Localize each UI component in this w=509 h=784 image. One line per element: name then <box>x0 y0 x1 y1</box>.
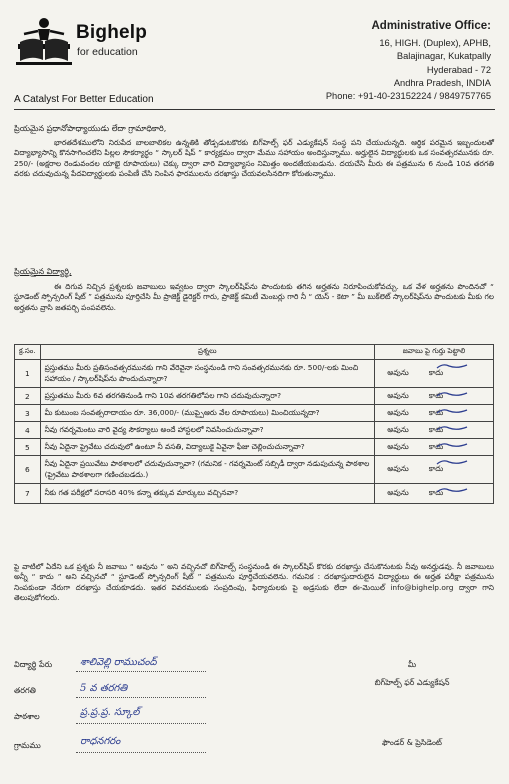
field-label-village: గ్రామము <box>14 741 41 750</box>
signature-line-2: బిగ్‌హెల్ప్ ఫర్ ఎడ్యుకేషన్ <box>374 678 450 687</box>
handwritten-tick-mark <box>435 441 469 453</box>
row-number: 1 <box>15 360 41 388</box>
salutation-headmaster: ప్రియమైన ప్రధానోపాధ్యాయుడు లేదా గ్రామాధికారి, <box>14 124 167 133</box>
table-row <box>15 405 494 422</box>
signature-line-1: మీ <box>407 660 417 669</box>
eligibility-table <box>14 344 494 504</box>
handwritten-tick-mark <box>435 458 469 470</box>
salutation-student: ప్రియమైన విద్యార్థి, <box>14 267 72 276</box>
answer-yes[interactable]: అవును <box>387 441 409 451</box>
handwritten-tick-mark <box>435 486 469 498</box>
col-header-questions: ప్రశ్నలు <box>40 345 374 360</box>
tagline: A Catalyst For Better Education <box>14 94 154 105</box>
office-line: Hyderabad - 72 <box>426 64 491 75</box>
fill-line <box>76 752 206 753</box>
row-number: 3 <box>15 405 41 422</box>
row-answer <box>375 360 494 388</box>
handwritten-tick-mark <box>435 390 469 402</box>
handwritten-tick-mark <box>435 424 469 436</box>
handwritten-tick-mark <box>435 407 469 419</box>
brand-subtitle: for education <box>77 46 138 58</box>
handwritten-tick-mark <box>435 362 469 374</box>
answer-no[interactable]: కాదు <box>428 464 444 473</box>
brand-name: Bighelp <box>76 22 148 43</box>
field-label-class: తరగతి <box>14 686 36 695</box>
row-number: 7 <box>15 484 41 504</box>
row-number: 5 <box>15 439 41 456</box>
row-number: 2 <box>15 388 41 405</box>
answer-no[interactable]: కాదు <box>428 390 444 400</box>
row-question: నీకు గత పరీక్షలో సరాసరి 40% కన్నా తక్కువ మార్కులు వచ్చినవా? <box>40 484 374 504</box>
table-row <box>15 484 494 504</box>
row-answer <box>375 388 494 405</box>
answer-yes[interactable]: అవును <box>387 488 409 497</box>
row-answer <box>375 422 494 439</box>
table-row <box>15 422 494 439</box>
answer-yes[interactable]: అవును <box>387 407 409 417</box>
col-header-answer: జవాబు పై గుర్తు పెట్టాలి <box>375 345 494 360</box>
row-question: ప్రస్తుతము మీరు ప్రతిసంవత్సరమునకు గాని వేరెవైనా సంస్థనుండి గాని సంవత్సరమునకు రూ. 500/-లకు మించి సహాయం / స్కాలర్‌షిప్‌ను పొందుచున్నారా? <box>40 360 374 388</box>
fill-line <box>76 723 206 724</box>
answer-yes[interactable]: అవును <box>387 424 409 434</box>
office-phone: Phone: +91-40-23152224 / 9849757765 <box>325 91 491 102</box>
answer-yes[interactable]: అవును <box>387 368 409 377</box>
row-number: 4 <box>15 422 41 439</box>
intro-paragraph: భారతదేశములోని నిరుపేద బాలబాలికల ఉన్నతికి తోడ్పడుటకొరకు బిగ్‌హెల్ప్ ఫర్ ఎడ్యుకేషన్ సంస్థ పని చేయుచున్నది. ఆర్థిక పరమైన ఇబ్బందులతో విద్యాభ్యాసాన్ని కొనసాగించలేని పిల్లల సౌకర్యార్థం “ స్కాలర్ షిప్ ” కార్యక్రమం ద్వారా మేము సహాయం అందిస్తున్నాము. అర్హులైన విద్యార్థులకు ఒక సంవత్సరమునకు రూ. 250/- (అక్షరాల రెండువందల యాభై రూపాయలు) చెక్కు ద్వారా వారి విద్యాభ్యాసం నిమిత్తం అందజేయబడును. దయచేసి మీరు ఈ పత్రమును 6 నుండి 10వ తరగతి వరకు చదువుచున్న పేదవిద్యార్థులకు పంపిణీ చేసి నింపిన ఫారములను దరఖాస్తు చేయవలసినదిగా కోరుతున్నాము. <box>14 138 494 178</box>
student-paragraph: ఈ దిగువ నిచ్చిన ప్రశ్నలకు జవాబులు ఇవ్వటం ద్వారా స్కాలర్‌షిప్‌ను పొందుటకు తగిన అర్హతను నిరూపించుకోవచ్చు. ఒక వేళ అర్హతను పొందినచో “ స్టూడెంట్ స్పోన్సరింగ్ షీట్ ” పత్రమును పూర్తిచేసి మీ ప్రాజెక్ట్ డైరెక్టర్ గారు, ప్రాజెక్ట్ కమిటీ మెంబర్లు గారి నీ “ యెస్ - కెటా ” మీ బుక్‌లెట్ స్కాలర్‌షిప్‌ను పొందుటకు మీకు గల అర్హతను వ్రాసి జతపర్చి పంపవలెను. <box>14 282 494 312</box>
row-question: నీవు ఏదైనా ప్రైవేటు చదువులో ఉంటూ నీ వసతి, విద్యాలుకై ఏవైనా ఫీజు చెల్లించుచున్నావా? <box>40 439 374 456</box>
fill-line <box>76 671 206 672</box>
footnote: పై వాటిలో ఏదేని ఒక ప్రశ్నకు నీ జవాబు “ అవును ” అని వచ్చినచో బిగ్‌హెల్ప్ సంస్థనుండి ఈ స్కాలర్‌షిప్ కొరకు దరఖాస్తు చేసుకొనుటకు నీవు అనర్హుడవు. నీ జవాబులు అన్నీ “ కాదు ” అని వచ్చినచో “ స్టూడెంట్ స్పోన్సరింగ్ షీట్ ” పత్రమును పూర్తిచేయవలెను. గమనిక : దరఖాస్తుదారులైన విద్యార్థులు ఈ అర్హత పరీక్షా పత్రమును నింపకుండా నేరుగా దరఖాస్తు చేయకూడదు. ఇతర వివరములకు సంప్రదింపు, ఫిర్యాదులకు పై అడ్రసుకు లేదా ఈ-మెయిల్ info@bighelp.org ద్వారా గాని తెలుపుకోగలరు. <box>14 562 494 602</box>
field-label-name: విద్యార్థి పేరు <box>14 660 53 669</box>
row-answer <box>375 484 494 504</box>
header-divider <box>14 109 495 110</box>
field-label-school: పాఠశాల <box>14 712 40 721</box>
row-answer <box>375 405 494 422</box>
row-number: 6 <box>15 456 41 484</box>
row-question: ప్రస్తుతము మీరు 6వ తరగతినుండి గాని 10వ తరగతిలోపల గాని చదువుచున్నారా? <box>40 388 374 405</box>
office-address <box>291 20 491 103</box>
answer-no[interactable]: కాదు <box>428 441 444 451</box>
field-value-village[interactable]: రాధనగరం <box>80 736 121 747</box>
book-person-icon <box>14 14 74 74</box>
signature-line-3: ఫౌండర్ & ప్రెసిడెంట్ <box>382 738 442 747</box>
field-value-class[interactable]: 5 వ తరగతి <box>80 683 128 694</box>
field-value-school[interactable]: ప్ర.ప్ర.ప్ర. స్కూల్ <box>80 707 140 718</box>
table-row <box>15 456 494 484</box>
row-question: మీ కుటుంబ సంవత్సరాదాయం రూ. 36,000/- (ముప్పైఆరు వేల రూపాయలు) మించియున్నదా? <box>40 405 374 422</box>
row-answer <box>375 456 494 484</box>
answer-yes[interactable]: అవును <box>387 464 409 473</box>
col-header-number: క్ర.సం. <box>15 345 41 360</box>
row-answer <box>375 439 494 456</box>
table-row <box>15 388 494 405</box>
office-line: Balajinagar, Kukatpally <box>396 51 491 62</box>
answer-no[interactable]: కాదు <box>428 424 444 434</box>
answer-yes[interactable]: అవును <box>387 390 409 400</box>
office-title: Administrative Office: <box>371 20 491 32</box>
table-row <box>15 439 494 456</box>
office-line: Andhra Pradesh, INDIA <box>393 77 491 88</box>
table-row <box>15 360 494 388</box>
row-question: నీవు ఏదైనా ప్రయివేటు పాఠశాలలో చదువుచున్నావా? (గమనిక - గవర్నమెంట్ సబ్సిడీ ద్వారా నడుపుచున్న పాఠశాల (ప్రైవేటు పాఠశాలగా గణించబడదు.) <box>40 456 374 484</box>
table-header-row <box>15 345 494 360</box>
answer-no[interactable]: కాదు <box>428 368 444 377</box>
office-line: 16, HIGH. (Duplex), APHB, <box>379 38 491 49</box>
row-question: నీవు గవర్నమెంటు వారి వైద్య సౌకర్యాలు అందే హాస్టలలో నివసించుచున్నావా? <box>40 422 374 439</box>
answer-no[interactable]: కాదు <box>428 488 444 497</box>
field-value-name[interactable]: శాలివెల్లి రాముచంద్ <box>80 657 157 668</box>
fill-line <box>76 697 206 698</box>
answer-no[interactable]: కాదు <box>428 407 444 417</box>
